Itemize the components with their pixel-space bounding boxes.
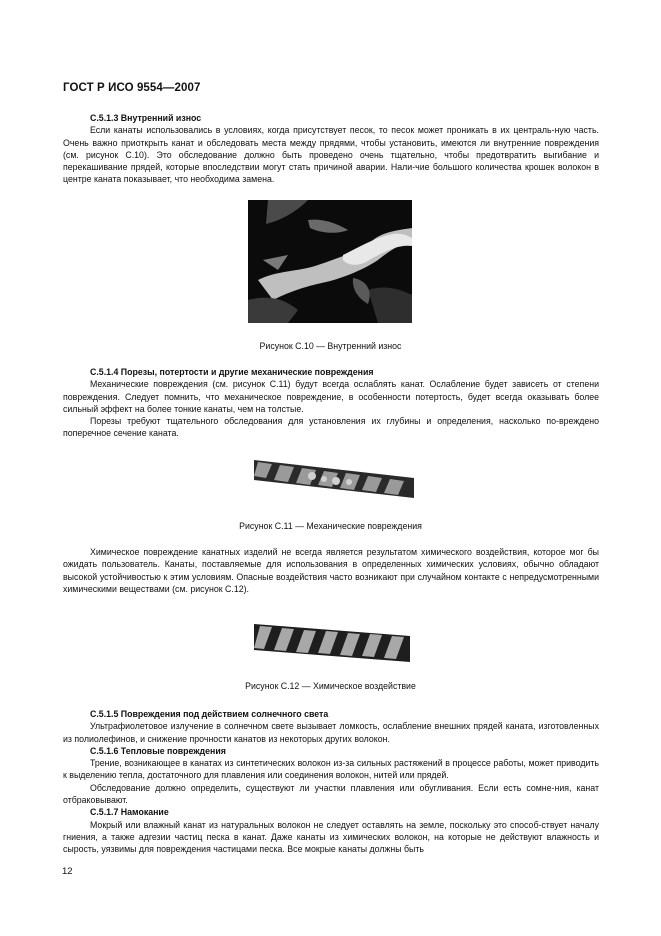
section-heading: С.5.1.3 Внутренний износ	[90, 113, 202, 123]
paragraph: Химическое повреждение канатных изделий не всегда является результатом химического воздействия, которое мог бы ожидать пользователь. Канаты, поставляемые для использования в определенных химических условиях, обычно обладают высокой устойчивостью к этим условиям. Опасные воздействия часто возникают при случайном контакте с непредусмотренными химическими веществами (см. рисунок С.12).	[63, 547, 599, 594]
figure-c10-image	[248, 200, 412, 323]
figure-c12-image	[254, 614, 410, 666]
section-heading: С.5.1.7 Намокание	[90, 807, 169, 818]
paragraph: Ультрафиолетовое излучение в солнечном свете вызывает ломкость, ослабление внешних прядей каната, изготовленных из полиолефинов, и снижение прочности канатов из некоторых других волокон.	[63, 721, 599, 744]
paragraph: Порезы требуют тщательного обследования для установления их глубины и определения, насколько по-вреждено поперечное сечение каната.	[63, 416, 599, 439]
figure-c12-caption: Рисунок С.12 — Химическое воздействие	[245, 681, 416, 691]
sections-c515-c517	[63, 708, 599, 856]
section-heading: С.5.1.4 Порезы, потертости и другие механические повреждения	[90, 367, 374, 377]
paragraph: Трение, возникающее в канатах из синтетических волокон из-за сильных растяжений в процессе работы, может приводить к выделению тепла, достаточного для плавления или соединения волокон, нитей или прядей.	[63, 758, 599, 781]
section-c514	[63, 366, 599, 440]
section-heading: С.5.1.6 Тепловые повреждения	[90, 745, 226, 756]
figure-c11-image	[254, 452, 414, 502]
section-heading: С.5.1.5 Повреждения под действием солнечного света	[90, 709, 329, 719]
paragraph: Обследование должно определить, существуют ли участки плавления или обугливания. Если есть сомне-ния, канат отбраковывают.	[63, 782, 599, 806]
section-c513	[63, 112, 599, 186]
page-number: 12	[62, 866, 73, 877]
document-header: ГОСТ Р ИСО 9554—2007	[63, 82, 201, 94]
paragraph: Мокрый или влажный канат из натуральных волокон не следует оставлять на земле, поскольку это способ-ствует началу гниения, а также адгезии частиц песка в канат. Даже канаты из химических волокон, на которые не действуют влажность и сырость, уязвимы для повреждения частицами песка. Все мокрые канаты должны быть	[63, 819, 599, 855]
chemical-damage-text	[63, 546, 599, 595]
paragraph: Механические повреждения (см. рисунок С.11) будут всегда ослаблять канат. Ослабление будет зависеть от степени повреждения. Следует помнить, что механическое повреждение, в особенности потертость, будет всегда оказывать более сильный эффект на более тонкие канаты, чем на толстые.	[63, 379, 599, 414]
figure-c11-caption: Рисунок С.11 — Механические повреждения	[239, 521, 422, 531]
paragraph: Если канаты использовались в условиях, когда присутствует песок, то песок может проникать в их централь-ную часть. Очень важно приоткрыть канат и обследовать места между прядями, чтобы установить, имеются ли внутренние повреждения (см. рисунок С.10). Это обследование должно быть проведено очень тщательно, чтобы предотвратить выгибание и перекашивание прядей, которые впоследствии могут стать причиной аварии. Нали-чие большого количества крошек волокон в центре каната показывает, что необходима замена.	[63, 125, 599, 185]
figure-c10-caption: Рисунок С.10 — Внутренний износ	[259, 341, 402, 351]
